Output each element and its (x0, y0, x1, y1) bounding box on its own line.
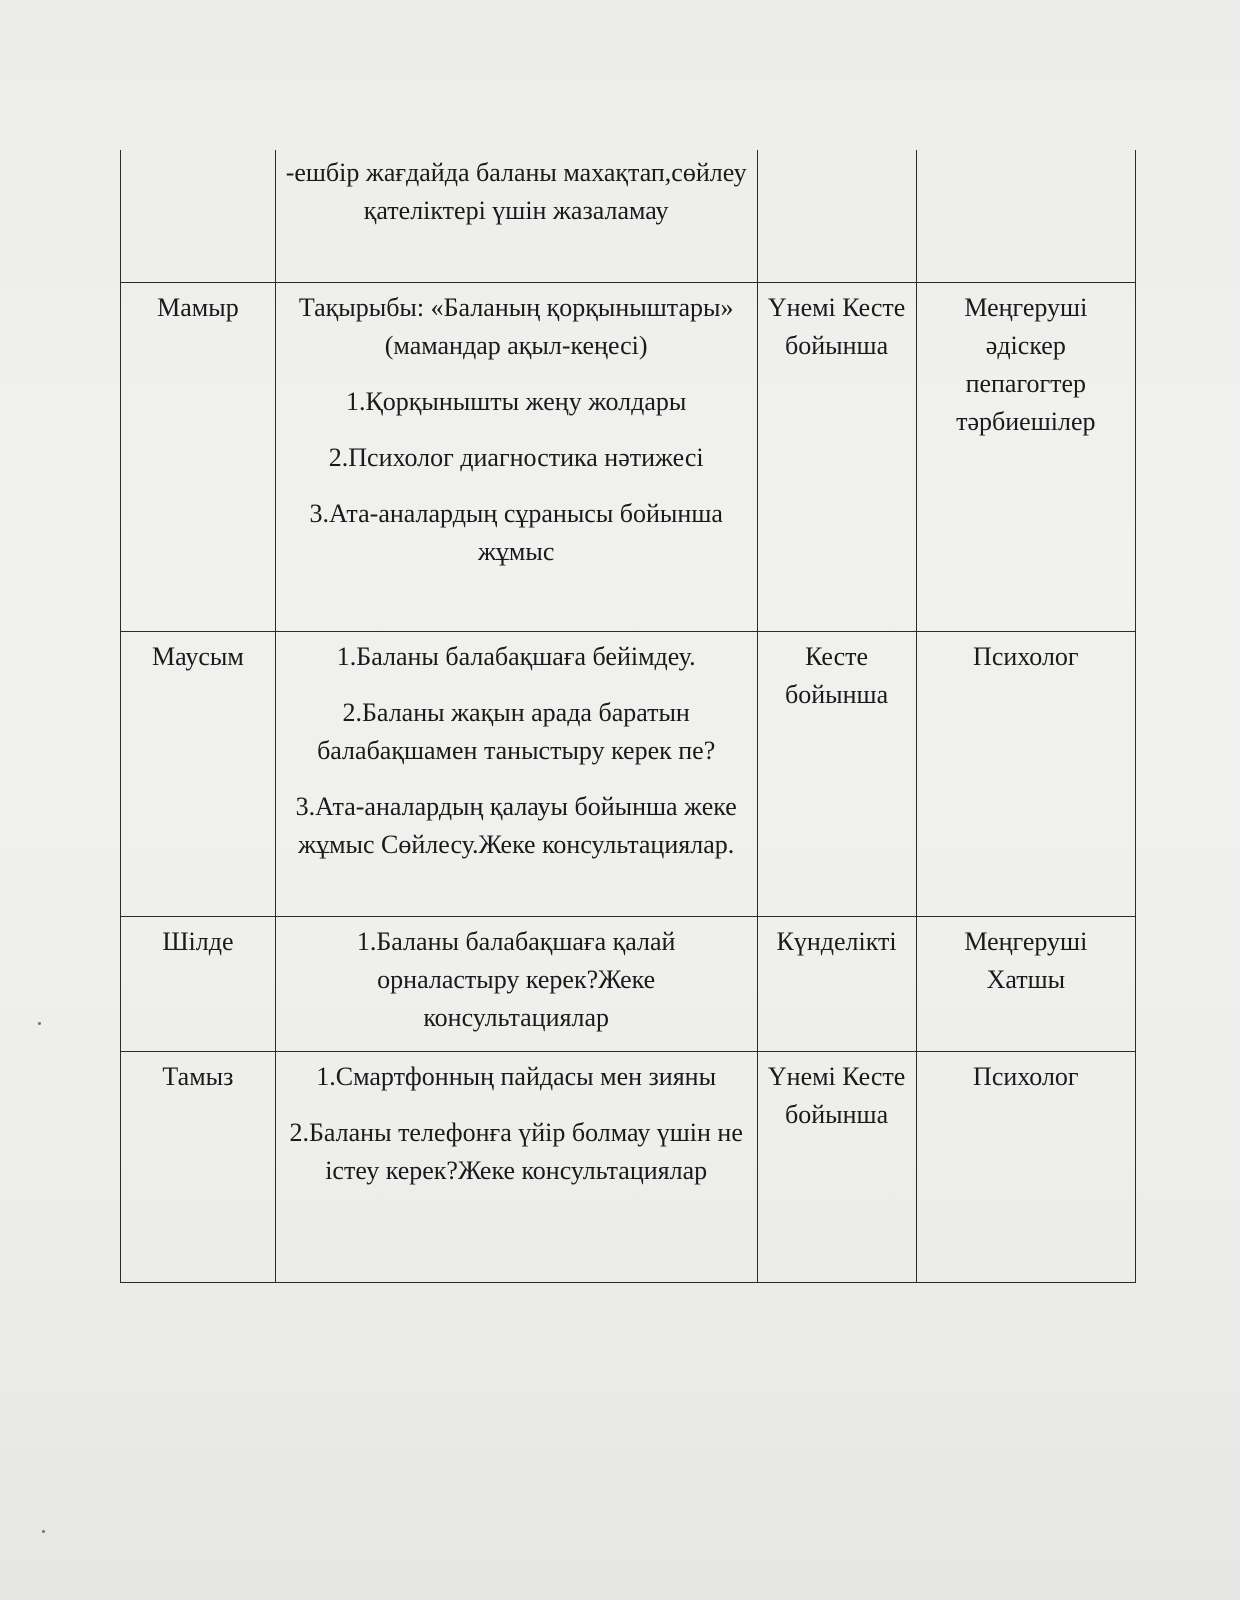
responsible-label: Психолог (973, 642, 1079, 671)
responsible-cell (916, 1052, 1135, 1283)
responsible-cell (916, 917, 1135, 1052)
period-cell (757, 917, 916, 1052)
table-row (121, 150, 1136, 283)
event-line: 2.Баланы телефонға үйір болмау үшін не істеу керек?Жеке консультациялар (289, 1118, 743, 1185)
period-cell (757, 150, 916, 283)
paper-speck (38, 1022, 41, 1025)
table-row (121, 1052, 1136, 1283)
event-cell (275, 917, 757, 1052)
responsible-label: Психолог (973, 1062, 1079, 1091)
month-label: Мамыр (157, 293, 239, 322)
event-line: 3.Ата-аналардың қалауы бойынша жеке жұмыс Сөйлесу.Жеке консультациялар. (295, 792, 737, 859)
responsible-cell (916, 632, 1135, 917)
event-line: -ешбір жағдайда баланы махақтап,сөйлеу қателіктері үшін жазаламау (285, 158, 747, 225)
month-cell (121, 632, 276, 917)
period-label: Үнемі Кесте бойынша (767, 293, 906, 360)
event-line: 1.Қорқынышты жеңу жолдары (345, 387, 687, 416)
month-label: Шілде (162, 927, 234, 956)
responsible-cell (916, 283, 1135, 632)
period-label: Күнделікті (776, 927, 897, 956)
period-cell (757, 632, 916, 917)
month-cell (121, 150, 276, 283)
period-cell (757, 1052, 916, 1283)
period-cell (757, 283, 916, 632)
event-line: 3.Ата-аналардың сұранысы бойынша жұмыс (309, 499, 723, 566)
event-line: 1.Смартфонның пайдасы мен зияны (316, 1062, 717, 1091)
table-row (121, 632, 1136, 917)
event-cell (275, 632, 757, 917)
period-label: Үнемі Кесте бойынша (767, 1062, 906, 1129)
month-cell (121, 1052, 276, 1283)
event-line: 2.Баланы жақын арада баратын балабақшамен таныстыру керек пе? (317, 698, 716, 765)
period-label: Кесте бойынша (785, 642, 889, 709)
responsible-cell (916, 150, 1135, 283)
table-row (121, 917, 1136, 1052)
month-cell (121, 917, 276, 1052)
event-cell (275, 1052, 757, 1283)
month-label: Маусым (152, 642, 244, 671)
plan-table (120, 150, 1136, 1283)
event-line: Тақырыбы: «Баланың қорқыныштары» (мамандар ақыл-кеңесі) (298, 293, 734, 360)
event-cell (275, 150, 757, 283)
responsible-label: Меңгеруші Хатшы (964, 927, 1088, 994)
paper-speck (42, 1530, 45, 1533)
event-line: 1.Баланы балабақшаға бейімдеу. (336, 642, 696, 671)
month-cell (121, 283, 276, 632)
table-row (121, 283, 1136, 632)
event-line: 1.Баланы балабақшаға қалай орналастыру керек?Жеке консультациялар (356, 927, 676, 1032)
event-cell (275, 283, 757, 632)
responsible-label: Меңгеруші әдіскер пепагогтер тәрбиешілер (956, 293, 1096, 436)
month-label: Тамыз (162, 1062, 234, 1091)
event-line: 2.Психолог диагностика нәтижесі (328, 443, 704, 472)
